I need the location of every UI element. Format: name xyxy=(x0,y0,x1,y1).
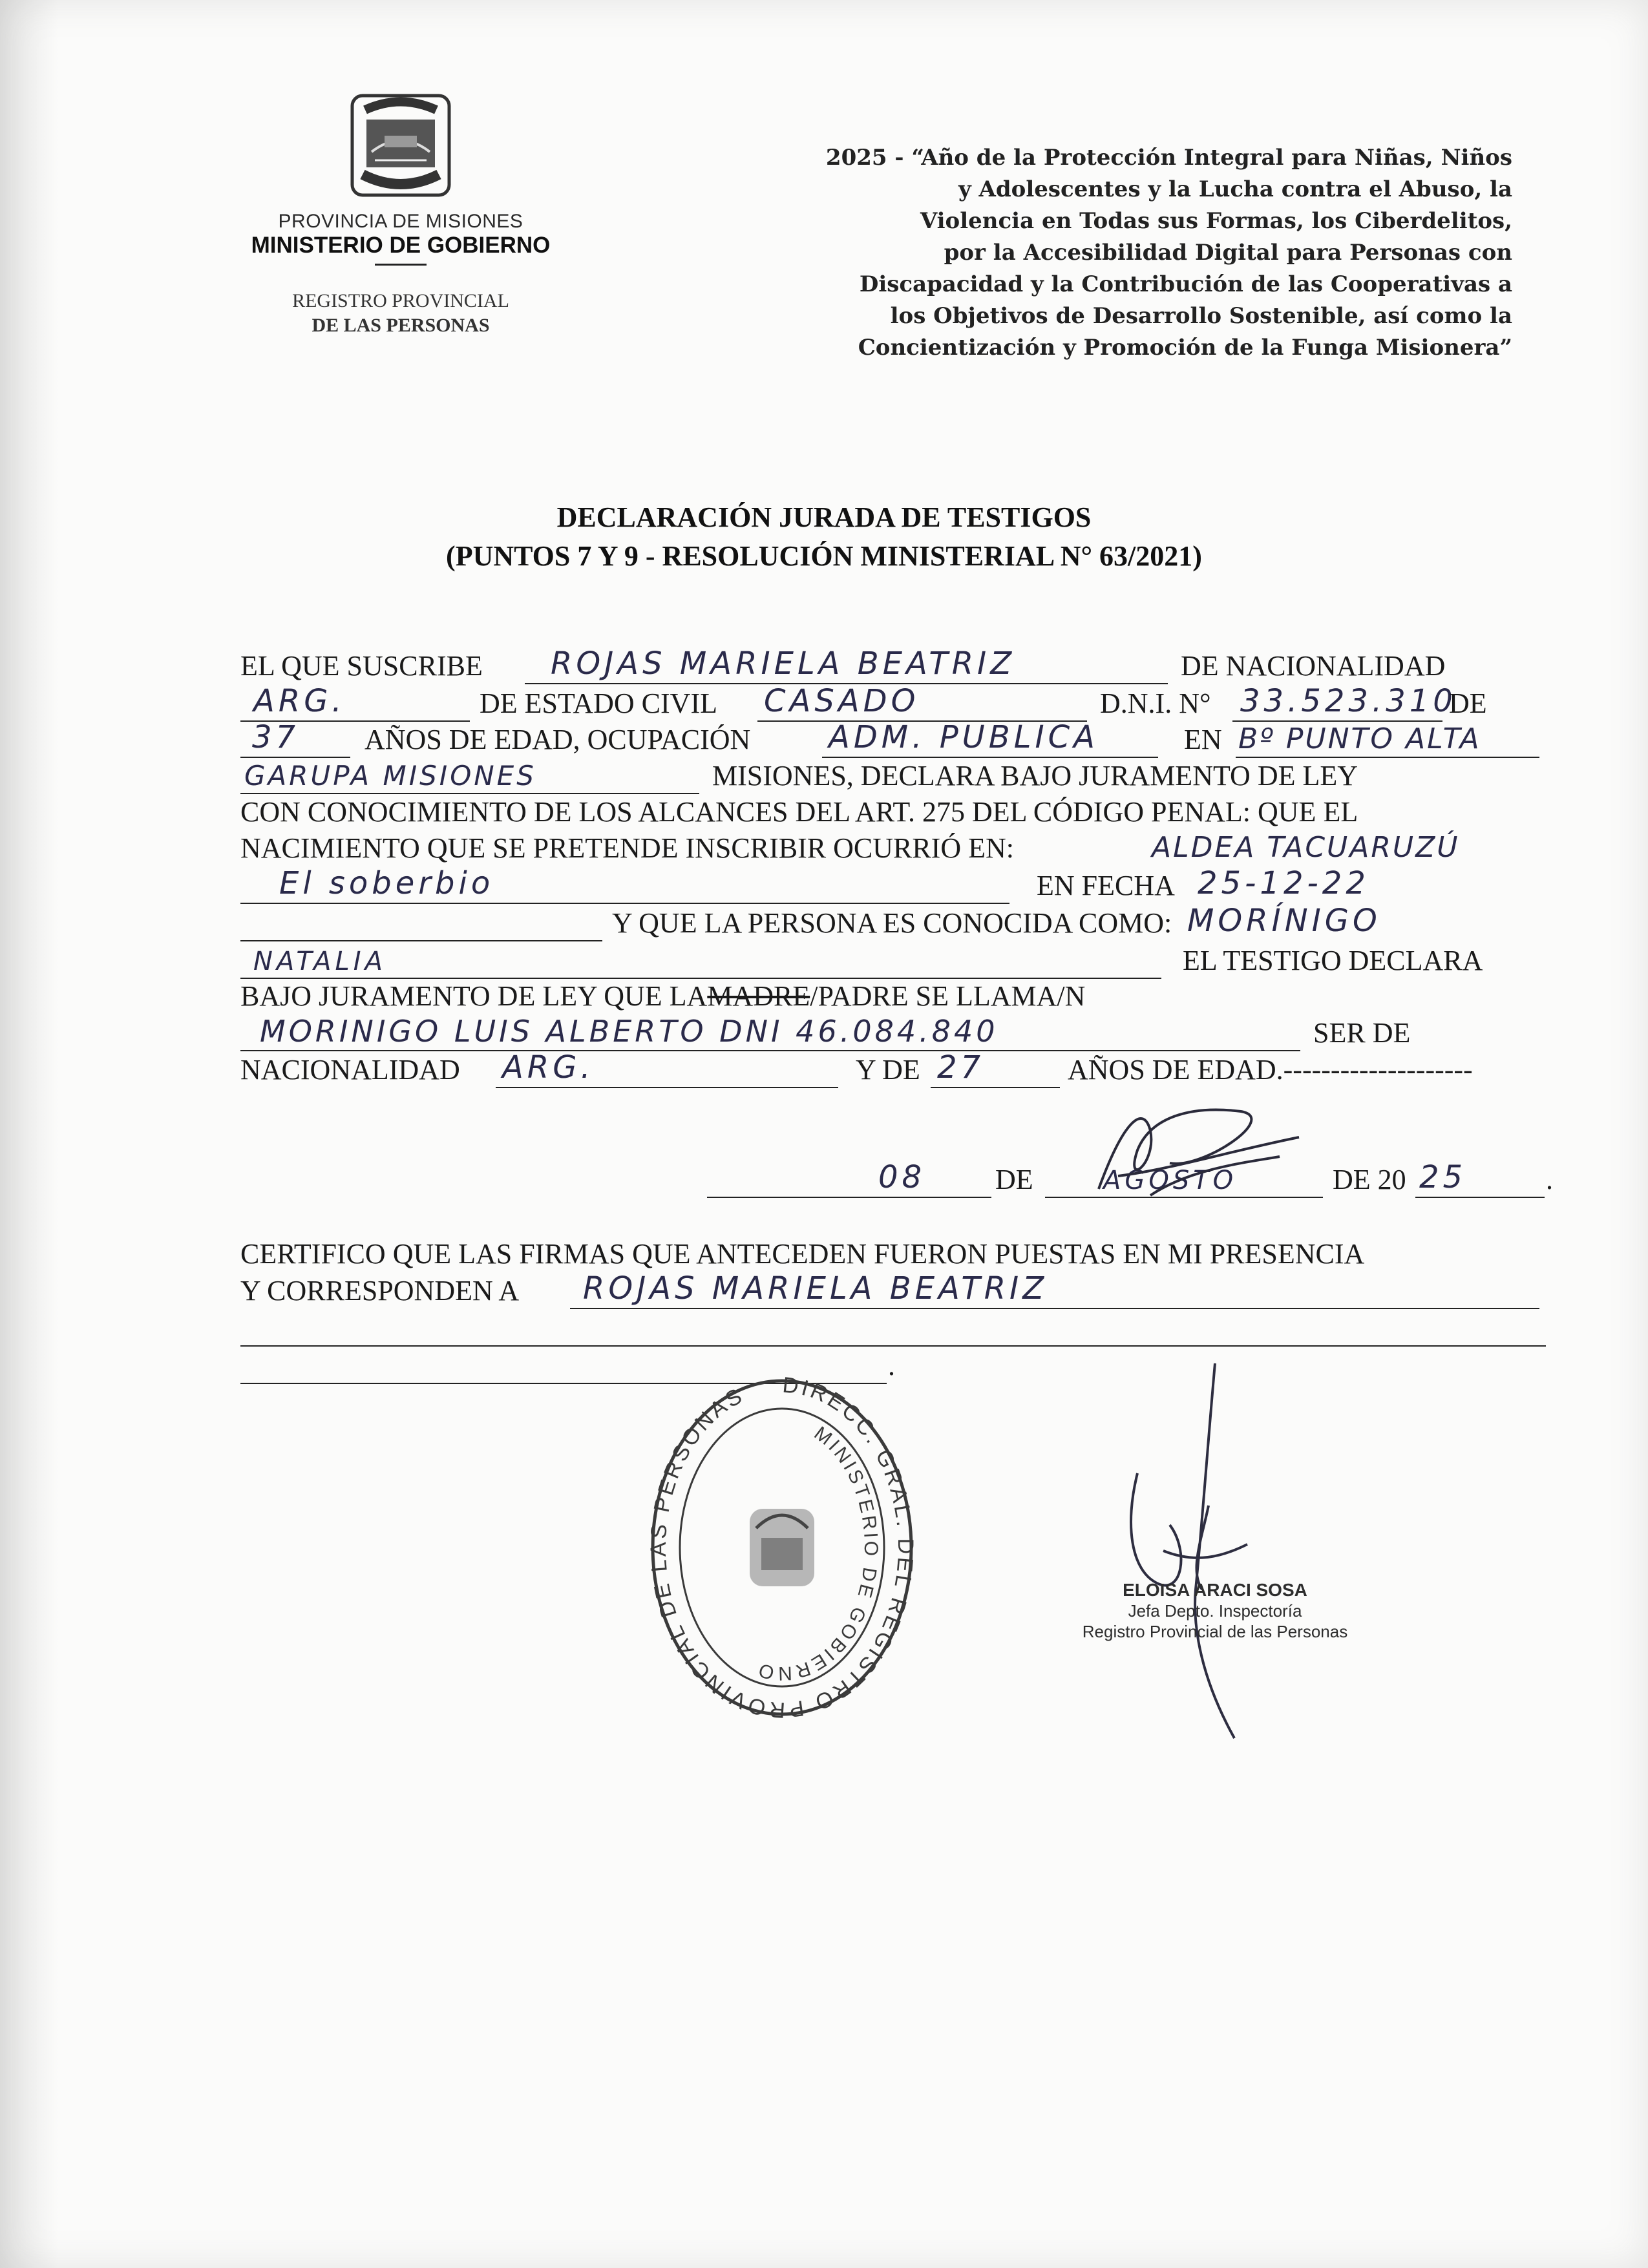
field-parent-age xyxy=(931,1049,1060,1088)
motto-line: los Objetivos de Desarrollo Sostenible, así como la xyxy=(890,303,1512,329)
label-edad-ocupacion: AÑOS DE EDAD, OCUPACIÓN xyxy=(364,724,751,755)
hw-civil-status: CASADO xyxy=(764,683,920,719)
label-y-de: Y DE xyxy=(856,1054,920,1086)
label-conocida: Y QUE LA PERSONA ES CONOCIDA COMO: xyxy=(612,907,1172,939)
document-title: DECLARACIÓN JURADA DE TESTIGOS xyxy=(556,501,1092,533)
official-role: Jefa Depto. Inspectoría xyxy=(1128,1601,1302,1621)
label-certifico: CERTIFICO QUE LAS FIRMAS QUE ANTECEDEN FUERON PUESTAS EN MI PRESENCIA xyxy=(240,1238,1365,1270)
hw-parent: MORINIGO LUIS ALBERTO DNI 46.084.840 xyxy=(260,1014,998,1049)
label-date-de-20: DE 20 xyxy=(1333,1164,1406,1195)
witness-signature xyxy=(1073,1092,1331,1208)
ministry-divider xyxy=(375,264,427,266)
field-name xyxy=(525,646,1168,684)
stamp-ring-text: DIRECC. GRAL. DEL REGISTRO PROVINCIAL DE LAS PERSONAS xyxy=(646,1373,918,1722)
field-known-as-2 xyxy=(240,944,1161,979)
hw-birth-place-1: ALDEA TACUARUZÚ xyxy=(1152,831,1460,864)
label-juramento: BAJO JURAMENTO DE LEY QUE LA xyxy=(240,980,708,1012)
label-madre-struck: MADRE xyxy=(707,980,810,1012)
label-nacionalidad-parent: NACIONALIDAD xyxy=(240,1054,460,1086)
label-ser-de: SER DE xyxy=(1313,1017,1411,1049)
hw-birth-date: 25-12-22 xyxy=(1198,865,1369,901)
ministry-header xyxy=(246,90,556,338)
registry-line-2: DE LAS PERSONAS xyxy=(312,315,490,336)
field-day xyxy=(707,1159,991,1198)
label-art-275: CON CONOCIMIENTO DE LOS ALCANCES DEL ART. 275 DEL CÓDIGO PENAL: QUE EL xyxy=(240,796,1358,828)
province-name: PROVINCIA DE MISIONES xyxy=(278,211,523,232)
hw-certified-name: ROJAS MARIELA BEATRIZ xyxy=(583,1270,1048,1307)
field-blank-1 xyxy=(240,907,602,941)
label-en: EN xyxy=(1184,724,1222,755)
official-name: ELOISA ARACI SOSA xyxy=(1123,1580,1307,1600)
motto-line: 2025 - “Año de la Protección Integral para Niñas, Niños xyxy=(825,145,1512,171)
registry-line-1: REGISTRO PROVINCIAL xyxy=(292,290,509,311)
hw-occupation: ADM. PUBLICA xyxy=(829,719,1099,755)
label-de: DE xyxy=(1449,688,1487,719)
field-known-as-1 xyxy=(1181,903,1491,940)
hw-known-as-1: MORÍNIGO xyxy=(1187,903,1381,939)
label-padre: /PADRE SE LLAMA/N xyxy=(810,980,1086,1012)
field-occupation xyxy=(822,719,1158,758)
motto-line: por la Accesibilidad Digital para Personas con xyxy=(944,240,1512,266)
provincial-coat-of-arms-logo xyxy=(346,90,456,200)
field-birth-place-1 xyxy=(1145,832,1539,865)
scan-shadow xyxy=(0,0,58,2268)
hw-address-2: GARUPA MISIONES xyxy=(244,760,536,792)
motto-line: y Adolescentes y la Lucha contra el Abuso, la xyxy=(958,176,1512,202)
hw-dni: 33.523.310 xyxy=(1240,683,1457,719)
field-dni xyxy=(1232,683,1457,722)
hw-age: 37 xyxy=(252,719,300,755)
official-registry-stamp xyxy=(646,1373,918,1722)
field-year xyxy=(1415,1159,1545,1198)
hw-day: 08 xyxy=(878,1159,926,1195)
year-motto xyxy=(556,142,1512,364)
label-dni: D.N.I. N° xyxy=(1100,688,1211,719)
stamp-inner-text: MINISTERIO DE GOBIERNO xyxy=(754,1422,882,1685)
field-certified-name xyxy=(570,1270,1539,1309)
official-signer-block xyxy=(1060,1580,1370,1642)
field-address-2 xyxy=(240,759,699,794)
hw-birth-place-2: El soberbio xyxy=(279,865,494,901)
field-birth-place-2 xyxy=(240,865,1009,904)
label-estado-civil: DE ESTADO CIVIL xyxy=(480,688,717,719)
label-nacimiento: NACIMIENTO QUE SE PRETENDE INSCRIBIR OCURRIÓ EN: xyxy=(240,832,1014,864)
label-declara: MISIONES, DECLARA BAJO JURAMENTO DE LEY xyxy=(712,760,1358,792)
official-signature xyxy=(1112,1357,1280,1745)
field-blank-2 xyxy=(240,1312,1546,1347)
document-subtitle: (PUNTOS 7 Y 9 - RESOLUCIÓN MINISTERIAL N° 63/2021) xyxy=(446,540,1202,572)
field-birth-date xyxy=(1194,865,1472,903)
motto-line: Violencia en Todas sus Formas, los Ciberdelitos, xyxy=(920,208,1512,234)
official-office: Registro Provincial de las Personas xyxy=(1082,1622,1348,1641)
label-testigo: EL TESTIGO DECLARA xyxy=(1183,945,1483,976)
field-parent xyxy=(240,1016,1300,1051)
hw-parent-nationality: ARG. xyxy=(502,1049,595,1086)
hw-month: AGOSTO xyxy=(1103,1166,1238,1195)
field-parent-nationality xyxy=(496,1049,838,1088)
field-civil-status xyxy=(757,683,1087,722)
hw-year: 25 xyxy=(1419,1159,1467,1195)
field-nationality xyxy=(240,683,470,722)
hw-parent-age: 27 xyxy=(937,1049,985,1086)
hw-address-1: Bº PUNTO ALTA xyxy=(1238,722,1481,755)
ministry-name: MINISTERIO DE GOBIERNO xyxy=(251,233,551,258)
stamp-emblem-icon xyxy=(750,1509,814,1586)
registry-name xyxy=(246,289,556,338)
label-cert-end: . xyxy=(888,1350,895,1381)
motto-line: Concientización y Promoción de la Funga Misionera” xyxy=(858,335,1512,361)
label-fecha: EN FECHA xyxy=(1037,870,1175,901)
hw-nationality: ARG. xyxy=(253,683,346,719)
label-juramento-padre xyxy=(240,980,1085,1013)
motto-line: Discapacidad y la Contribución de las Cooperativas a xyxy=(859,271,1512,297)
field-age xyxy=(240,719,350,758)
label-nacionalidad: DE NACIONALIDAD xyxy=(1181,650,1446,682)
hw-known-as-2: NATALIA xyxy=(253,947,386,976)
field-address-1 xyxy=(1236,723,1539,758)
label-date-de: DE xyxy=(995,1164,1033,1195)
label-date-end: . xyxy=(1546,1164,1553,1195)
hw-name: ROJAS MARIELA BEATRIZ xyxy=(551,646,1016,682)
label-suscribe: EL QUE SUSCRIBE xyxy=(240,650,483,682)
label-corresponden: Y CORRESPONDEN A xyxy=(240,1275,520,1307)
label-anos-edad: AÑOS DE EDAD.-------------------- xyxy=(1068,1054,1473,1086)
